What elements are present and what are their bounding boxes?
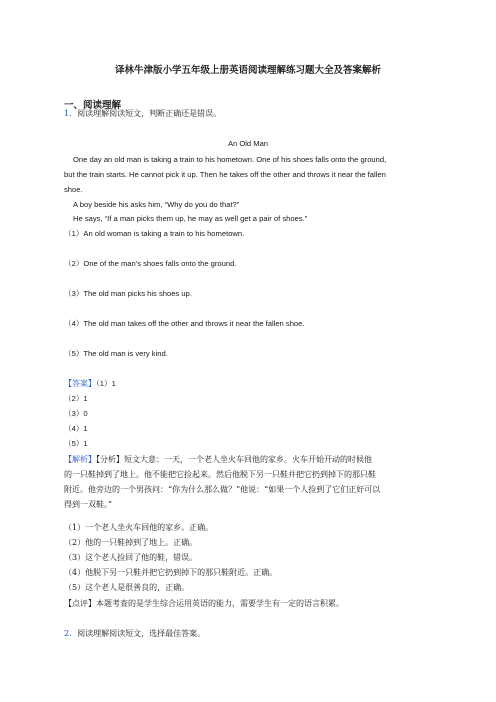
analysis-line-1 xyxy=(64,454,372,465)
question-2-text: 阅读理解阅读短文，选择最佳答案。 xyxy=(77,629,206,638)
explanation-2: （2）他的一只鞋掉到了地上。正确。 xyxy=(64,538,198,547)
statement-1: （1）An old woman is taking a train to his hometown. xyxy=(64,229,245,238)
question-2-number: 2． xyxy=(64,629,78,638)
answer-row-1 xyxy=(64,378,116,389)
explanation-1: （1）一个老人坐火车回他的家乡。正确。 xyxy=(64,523,214,532)
analysis-text-1: 【分析】短文大意：一天，一个老人坐火车回他的家乡。火车开始开动的时候他 xyxy=(96,455,372,464)
statement-4: （4）The old man takes off the other and throws it near the fallen shoe. xyxy=(64,319,305,328)
story-paragraph-1-line-2: but the train starts. He cannot pick it up. Then he takes off the other and throws it near the fallen xyxy=(64,170,386,179)
story-paragraph-1-line-1: One day an old man is taking a train to his hometown. One of his shoes falls onto the ground, xyxy=(73,155,387,164)
statement-2: （2）One of the man's shoes falls onto the ground. xyxy=(64,259,237,268)
story-paragraph-3: He says, “If a man picks them up, he may as well get a pair of shoes.” xyxy=(73,214,308,223)
answer-2: （2）1 xyxy=(64,394,88,403)
answer-label: 【答案】 xyxy=(64,379,96,388)
answer-5: （5）1 xyxy=(64,439,88,448)
answer-1: （1）1 xyxy=(96,379,116,388)
analysis-line-4: 得到一双鞋。” xyxy=(64,500,113,509)
section-heading: 一、阅读理解 xyxy=(64,100,122,111)
comment-line xyxy=(64,598,344,609)
document-title: 译林牛津版小学五年级上册英语阅读理解练习题大全及答案解析 xyxy=(114,65,381,76)
story-title: An Old Man xyxy=(227,139,269,148)
explanation-4: （4）他脱下另一只鞋并把它扔到掉下的那只鞋附近。正确。 xyxy=(64,568,278,577)
question-1-number: 1． xyxy=(64,109,78,118)
story-paragraph-1-line-3: shoe. xyxy=(64,185,83,194)
answer-4: （4）1 xyxy=(64,424,88,433)
statement-5: （5）The old man is very kind. xyxy=(64,349,168,358)
explanation-3: （3）这个老人捡回了他的鞋，错误。 xyxy=(64,553,198,562)
story-paragraph-2: A boy beside his asks him, “Why do you do that?” xyxy=(73,200,240,209)
question-1-instruction xyxy=(64,108,221,119)
question-2-instruction xyxy=(64,628,205,639)
answer-3: （3）0 xyxy=(64,409,88,418)
statement-3: （3）The old man picks his shoes up. xyxy=(64,289,192,298)
explanation-5: （5）这个老人是很善良的，正确。 xyxy=(64,583,190,592)
comment-text: 本题考查的是学生综合运用英语的能力，需要学生有一定的语言积累。 xyxy=(96,599,344,608)
analysis-line-3: 附近。他旁边的一个男孩问：“你为什么那么做？”他说：“如果一个人捡到了它们正好可以 xyxy=(64,485,381,494)
analysis-line-2: 的一只鞋掉到了地上。他不能把它捡起来。然后他脱下另一只鞋并把它扔到掉下的那只鞋 xyxy=(64,470,376,479)
analysis-label: 【解析】 xyxy=(64,455,96,464)
comment-label: 【点评】 xyxy=(64,599,96,608)
question-1-text: 阅读理解阅读短文，判断正确还是错误。 xyxy=(77,109,222,118)
